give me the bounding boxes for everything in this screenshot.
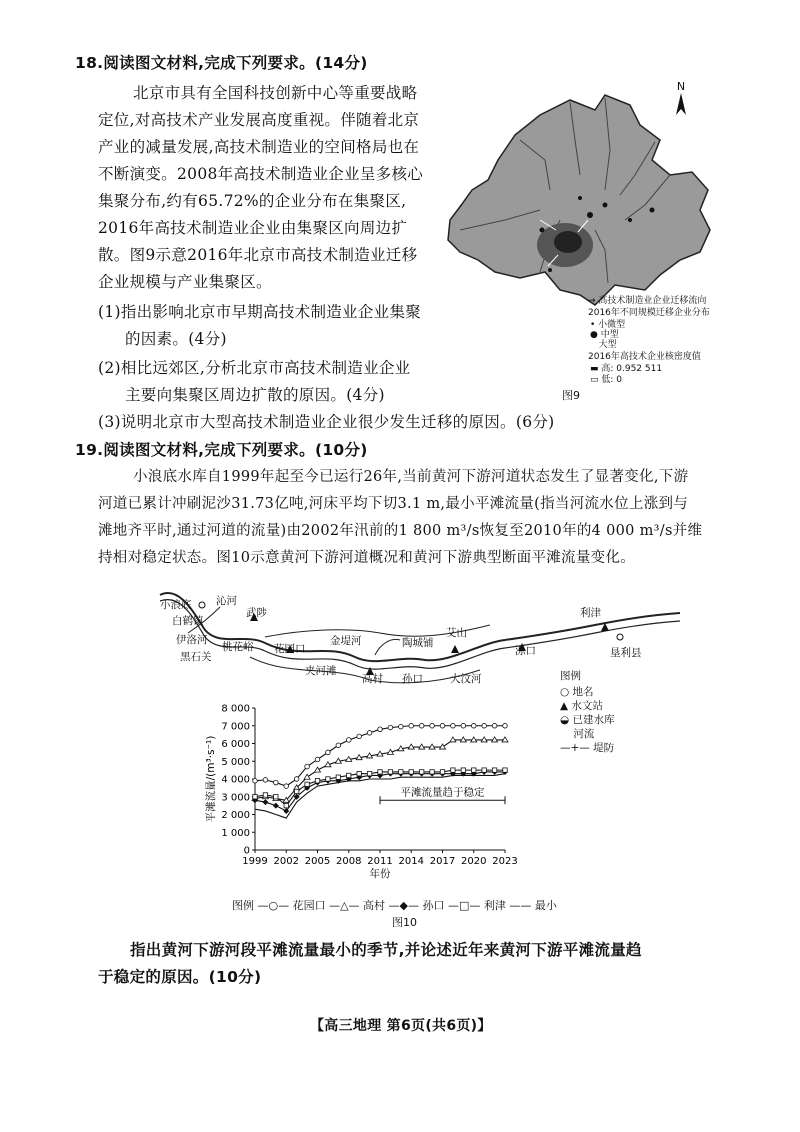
place-taohuayu: 桃花峪 xyxy=(222,641,254,653)
river-legend-levee: —+— 堤防 xyxy=(560,742,615,754)
chart-legend-series-2: 孙口 xyxy=(422,899,445,912)
place-aishan: 艾山 xyxy=(446,627,467,639)
legend-medium-label: 中型 xyxy=(600,330,619,340)
legend-size-title: 2016年不同规模迁移企业分布 xyxy=(588,308,710,318)
chart-legend-series-0: 花园口 xyxy=(292,899,326,912)
series-point xyxy=(451,768,455,772)
series-point xyxy=(430,770,434,774)
river-legend-river-label: 河流 xyxy=(573,728,595,740)
north-label: N xyxy=(676,80,686,93)
q18-sub1: (1)指出影响北京市早期高技术制造业企业集聚 xyxy=(98,303,422,321)
river-legend-reservoir: ◒ 已建水库 xyxy=(560,714,615,726)
q19-question: 指出黄河下游河段平滩流量最小的季节,并论述近年来黄河下游平滩流量趋 xyxy=(130,941,642,959)
y-tick-label: 6 000 xyxy=(221,739,250,750)
series-point xyxy=(399,724,404,729)
series-point xyxy=(388,725,393,730)
series-point xyxy=(305,764,310,769)
x-tick-label: 2008 xyxy=(336,856,362,867)
x-axis-label: 年份 xyxy=(369,868,391,880)
series-point xyxy=(326,777,330,781)
series-point xyxy=(471,723,476,728)
y-tick-label: 4 000 xyxy=(221,774,250,786)
x-tick-label: 2020 xyxy=(461,856,487,867)
series-point xyxy=(294,777,299,782)
figure-10-chart xyxy=(200,700,540,880)
legend-small-label: 小微型 xyxy=(598,320,626,330)
series-point xyxy=(461,723,466,728)
river-legend-river xyxy=(560,726,594,741)
series-point xyxy=(419,723,424,728)
river-legend-place-label: 地名 xyxy=(572,686,594,698)
chart-legend-series-1: 高村 xyxy=(363,899,386,912)
legend-large-label: 大型 xyxy=(598,340,617,350)
y-axis-label: 平滩流量/(m³·s⁻¹) xyxy=(205,735,217,823)
series-point xyxy=(273,803,279,809)
chart-legend-series-3: 利津 xyxy=(483,899,506,912)
series-point xyxy=(336,743,341,748)
series-point xyxy=(503,723,508,728)
place-jindihe: 金堤河 xyxy=(330,635,362,647)
y-tick-label: 7 000 xyxy=(221,721,250,733)
series-point xyxy=(262,799,268,805)
legend-large xyxy=(590,340,617,350)
series-point xyxy=(378,770,382,774)
river-legend-station-label: 水文站 xyxy=(571,700,603,712)
series-point xyxy=(284,784,289,789)
series-point xyxy=(305,782,309,786)
legend-small: • 小微型 xyxy=(590,320,626,330)
series-point xyxy=(263,778,268,783)
x-tick-label: 2023 xyxy=(492,856,518,867)
place-lijin: 利津 xyxy=(580,607,601,619)
x-tick-label: 2011 xyxy=(367,856,393,867)
series-point xyxy=(336,775,340,779)
series-point xyxy=(419,770,423,774)
y-tick-label: 0 xyxy=(243,845,250,857)
series-point xyxy=(304,774,310,779)
y-tick-label: 8 000 xyxy=(221,703,250,715)
river-legend xyxy=(560,668,680,763)
series-point xyxy=(440,770,444,774)
north-arrow-icon xyxy=(674,93,688,117)
series-point xyxy=(294,789,298,793)
q18-header: 18.阅读图文材料,完成下列要求。(14分) xyxy=(75,54,368,72)
series-point xyxy=(388,770,392,774)
y-tick-label: 3 000 xyxy=(221,792,250,804)
series-point xyxy=(430,723,435,728)
place-xiaolangdi: 小浪底 xyxy=(160,599,192,611)
series-point xyxy=(409,723,414,728)
place-jiahetan: 夹河滩 xyxy=(305,665,337,677)
river-legend-levee-label: 堤防 xyxy=(593,742,615,754)
legend-medium: ● 中型 xyxy=(590,330,619,340)
q19-para-line: 河道已累计冲刷泥沙31.73亿吨,河床平均下切3.1 m,最小平滩流量(指当河流水位上涨到与 xyxy=(98,496,689,512)
series-point xyxy=(482,723,487,728)
series-point xyxy=(357,734,362,739)
x-tick-label: 1999 xyxy=(242,856,268,867)
chart-legend: 图例 —○— 花园口 —△— 高村 —◆— 孙口 —□— 利津 —— 最小 xyxy=(232,899,557,912)
q18-sub2-cont: 主要向集聚区周边扩散的原因。(4分) xyxy=(125,386,385,404)
q19-para-line: 滩地齐平时,通过河道的流量)由2002年汛前的1 800 m³/s恢复至2010年的4 000 m³/s并维 xyxy=(98,523,703,539)
legend-low: ▭ 低: 0 xyxy=(590,375,622,385)
place-yiluohe: 伊洛河 xyxy=(176,634,208,646)
q18-sub3: (3)说明北京市大型高技术制造业企业很少发生迁移的原因。(6分) xyxy=(98,413,555,431)
q18-para-line: 产业的减量发展,高技术制造业的空间格局也在 xyxy=(98,138,420,156)
q18-para-line: 企业规模与产业集聚区。 xyxy=(98,273,272,291)
series-point xyxy=(451,723,456,728)
q18-para-line: 不断演变。2008年高技术制造业企业呈多核心 xyxy=(98,165,424,183)
q19-header: 19.阅读图文材料,完成下列要求。(10分) xyxy=(75,441,368,459)
river-legend-reservoir-label: 已建水库 xyxy=(572,714,615,726)
series-point xyxy=(253,795,257,799)
q19-para-line: 持相对稳定状态。图10示意黄河下游河道概况和黄河下游典型断面平滩流量变化。 xyxy=(98,550,636,566)
figure-10-caption: 图10 xyxy=(392,916,417,929)
q18-para-line: 2016年高技术制造业企业由集聚区向周边扩 xyxy=(98,219,408,237)
q19-para-line: 小浪底水库自1999年起至今已运行26年,当前黄河下游河道状态发生了显著变化,下游 xyxy=(133,469,689,485)
place-wuzhi: 武陟 xyxy=(246,607,267,619)
x-tick-label: 2014 xyxy=(398,856,424,867)
series-point xyxy=(263,793,267,797)
q18-para-line: 散。图9示意2016年北京市高技术制造业迁移 xyxy=(98,246,418,264)
series-point xyxy=(347,773,351,777)
place-huayuankou: 花园口 xyxy=(274,643,306,655)
place-qinhe: 沁河 xyxy=(216,595,237,607)
chart-legend-series-4: 最小 xyxy=(534,899,557,912)
series-point xyxy=(367,771,371,775)
place-dawenhe: 大汶河 xyxy=(450,673,482,685)
series-point xyxy=(357,771,361,775)
x-tick-label: 2017 xyxy=(429,856,456,867)
q18-sub2: (2)相比远郊区,分析北京市高技术制造业企业 xyxy=(98,359,411,377)
series-point xyxy=(284,803,288,807)
river-legend-station: ▲ 水文站 xyxy=(560,700,603,712)
legend-flow: → 高技术制造业企业迁移流向 xyxy=(588,296,707,306)
y-tick-label: 1 000 xyxy=(221,827,250,839)
series-point xyxy=(326,750,331,755)
series-point xyxy=(503,768,507,772)
flow-chart-svg xyxy=(200,700,540,880)
series-point xyxy=(492,723,497,728)
legend-density-title: 2016年高技术企业核密度值 xyxy=(588,352,701,362)
series-point xyxy=(440,723,445,728)
series-point xyxy=(461,768,465,772)
place-taochengpu: 陶城铺 xyxy=(402,637,434,649)
river-legend-place: ○ 地名 xyxy=(560,686,594,698)
legend-low-label: 低: 0 xyxy=(601,375,622,385)
x-tick-label: 2005 xyxy=(304,856,331,867)
x-tick-label: 2002 xyxy=(273,856,299,867)
series-point xyxy=(378,727,383,732)
series-point xyxy=(253,778,258,783)
q19-question-cont: 于稳定的原因。(10分) xyxy=(98,968,262,986)
series-point xyxy=(482,768,486,772)
place-gaocun: 高村 xyxy=(362,673,383,685)
place-kenli: 垦利县 xyxy=(610,647,642,659)
legend-high-label: 高: 0.952 511 xyxy=(601,364,663,374)
series-point xyxy=(472,768,476,772)
place-luokou: 泺口 xyxy=(515,645,536,657)
place-sunkou: 孙口 xyxy=(402,673,423,685)
place-baihezhen: 白鹤镇 xyxy=(172,615,204,627)
figure-9 xyxy=(430,80,730,405)
series-point xyxy=(274,795,278,799)
chart-legend-prefix: 图例 xyxy=(232,899,254,912)
annotation-label: 平滩流量趋于稳定 xyxy=(400,786,485,799)
q18-para-line: 定位,对高技术产业发展高度重视。伴随着北京 xyxy=(98,111,420,129)
series-point xyxy=(399,770,403,774)
q18-para-line: 北京市具有全国科技创新中心等重要战略 xyxy=(133,84,418,102)
series-point xyxy=(315,779,319,783)
y-tick-label: 2 000 xyxy=(221,810,250,821)
river-legend-title: 图例 xyxy=(560,670,581,682)
q18-para-line: 集聚分布,约有65.72%的企业分布在集聚区, xyxy=(98,192,407,210)
place-heishiguan: 黑石关 xyxy=(180,651,212,663)
legend-high: ▬ 高: 0.952 511 xyxy=(590,364,663,374)
legend-flow-label: 高技术制造业企业迁移流向 xyxy=(598,296,707,306)
y-tick-label: 5 000 xyxy=(221,756,250,768)
series-point xyxy=(274,780,279,785)
series-point xyxy=(346,738,351,743)
q18-sub1-cont: 的因素。(4分) xyxy=(125,330,227,348)
figure-9-caption: 图9 xyxy=(562,389,580,402)
series-point xyxy=(315,757,320,762)
series-point xyxy=(409,770,413,774)
series-point xyxy=(492,768,496,772)
page-footer: 【高三地理 第6页(共6页)】 xyxy=(310,1018,492,1034)
series-point xyxy=(367,731,372,736)
